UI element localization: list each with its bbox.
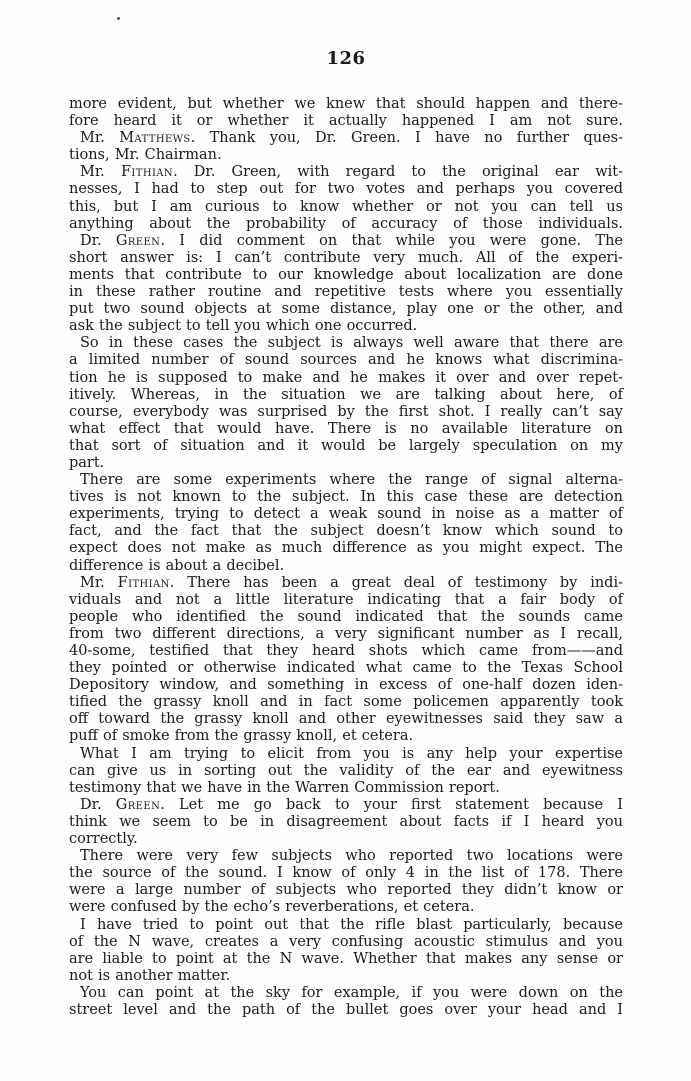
text-line: think we seem to be in disagreement about facts if I heard you: [69, 813, 623, 830]
paragraph: [69, 472, 623, 575]
text-line: I have tried to point out that the rifle blast particularly, because: [80, 916, 623, 933]
text-line: the source of the sound. I know of only 4 in the list of 178. There: [69, 865, 623, 882]
text-line: Mr. Matthews. Thank you, Dr. Green. I have no further ques-: [80, 130, 623, 147]
text-line: course, everybody was surprised by the first shot. I really can’t say: [69, 403, 623, 420]
text-line: fore heard it or whether it actually happened I am not sure.: [69, 113, 623, 130]
text-line: testimony that we have in the Warren Commission report.: [69, 779, 500, 796]
text-line: So in these cases the subject is always well aware that there are: [80, 335, 623, 352]
text-line: put two sound objects at some distance, play one or the other, and: [69, 301, 623, 318]
text-line: street level and the path of the bullet goes over your head and I: [69, 1001, 623, 1018]
text-line: Mr. Fithian. Dr. Green, with regard to the original ear wit-: [80, 164, 624, 181]
text-line: can give us in sorting out the validity of the ear and eyewitness: [69, 762, 623, 779]
text-line: from two different directions, a very significant number as I recall,: [69, 625, 623, 642]
text-line: more evident, but whether we knew that should happen and there-: [69, 96, 623, 112]
text-line: viduals and not a little literature indicating that a fair body of: [69, 591, 623, 608]
text-line: of the N wave, creates a very confusing acoustic stimulus and you: [69, 933, 623, 950]
paragraph: [69, 164, 623, 232]
text-line: Depository window, and something in excess of one-half dozen iden-: [69, 677, 623, 694]
page-text: [69, 96, 623, 1019]
text-line: itively. Whereas, in the situation we are talking about here, of: [69, 386, 623, 403]
speaker-name: Matthews: [119, 130, 191, 147]
paragraph: [69, 96, 623, 130]
text-line: part.: [69, 454, 105, 471]
page-number: 126: [326, 48, 366, 69]
text-line: What I am trying to elicit from you is any help your expertise: [80, 745, 623, 762]
text-line: experiments, trying to detect a weak sound in noise as a matter of: [69, 506, 623, 523]
text-line: this, but I am curious to know whether or not you can tell us: [69, 198, 623, 215]
text-line: not is another matter.: [69, 967, 231, 984]
paragraph: [69, 575, 623, 746]
text-line: a limited number of sound sources and he knows what discrimina-: [69, 352, 623, 369]
paragraph: [69, 797, 623, 848]
paragraph: [69, 233, 623, 336]
text-line: difference is about a decibel.: [69, 557, 285, 574]
text-line: ments that contribute to our knowledge about localization are done: [69, 266, 623, 283]
scan-speck-artifact: [117, 17, 120, 20]
text-line: in these rather routine and repetitive tests where you essentially: [69, 284, 623, 301]
paragraph: [69, 917, 623, 985]
text-line: they pointed or otherwise indicated what came to the Texas School: [69, 660, 623, 677]
text-line: expect does not make as much difference as you might expect. The: [69, 540, 623, 557]
paragraph: [69, 985, 623, 1019]
text-line: correctly.: [69, 831, 138, 848]
text-line: were a large number of subjects who reported they didn’t know or: [69, 882, 623, 899]
text-line: puff of smoke from the grassy knoll, et cetera.: [69, 728, 414, 745]
text-line: There are some experiments where the range of signal alterna-: [80, 472, 623, 489]
text-line: Mr. Fithian. There has been a great deal of testimony by indi-: [80, 574, 623, 591]
text-line: You can point at the sky for example, if you were down on the: [80, 984, 623, 1001]
text-line: tified the grassy knoll and in fact some policemen apparently took: [69, 694, 623, 711]
speaker-name: Green: [115, 232, 161, 249]
text-line: nesses, I had to step out for two votes and perhaps you covered: [69, 181, 623, 198]
text-line: Dr. Green. Let me go back to your first statement because I: [80, 796, 623, 813]
text-line: fact, and the fact that the subject doesn’t know which sound to: [69, 523, 623, 540]
paragraph: [69, 130, 623, 164]
text-line: were confused by the echo’s reverberations, et cetera.: [69, 899, 475, 916]
text-line: tion he is supposed to make and he makes it over and over repet-: [69, 369, 623, 386]
text-line: Dr. Green. I did comment on that while you were gone. The: [80, 232, 623, 249]
text-line: off toward the grassy knoll and other eyewitnesses said they saw a: [69, 711, 623, 728]
text-line: tions, Mr. Chairman.: [69, 147, 222, 164]
speaker-name: Fithian: [120, 164, 174, 181]
speaker-name: Green: [115, 796, 161, 813]
text-line: are liable to point at the N wave. Whether that makes any sense or: [69, 950, 623, 967]
text-line: tives is not known to the subject. In this case these are detection: [69, 489, 623, 506]
text-line: 40-some, testified that they heard shots which came from——and: [69, 643, 623, 659]
paragraph: [69, 746, 623, 797]
speaker-name: Fithian: [117, 574, 170, 591]
text-line: short answer is: I can’t contribute very much. All of the experi-: [69, 249, 623, 266]
text-line: what effect that would have. There is no available literature on: [69, 420, 623, 437]
text-line: There were very few subjects who reported two locations were: [80, 848, 623, 865]
text-line: that sort of situation and it would be largely speculation on my: [69, 437, 623, 454]
text-line: people who identified the sound indicated that the sounds came: [69, 608, 623, 625]
text-line: anything about the probability of accuracy of those individuals.: [69, 215, 623, 232]
paragraph: [69, 848, 623, 916]
paragraph: [69, 335, 623, 472]
text-line: ask the subject to tell you which one occurred.: [69, 318, 418, 335]
